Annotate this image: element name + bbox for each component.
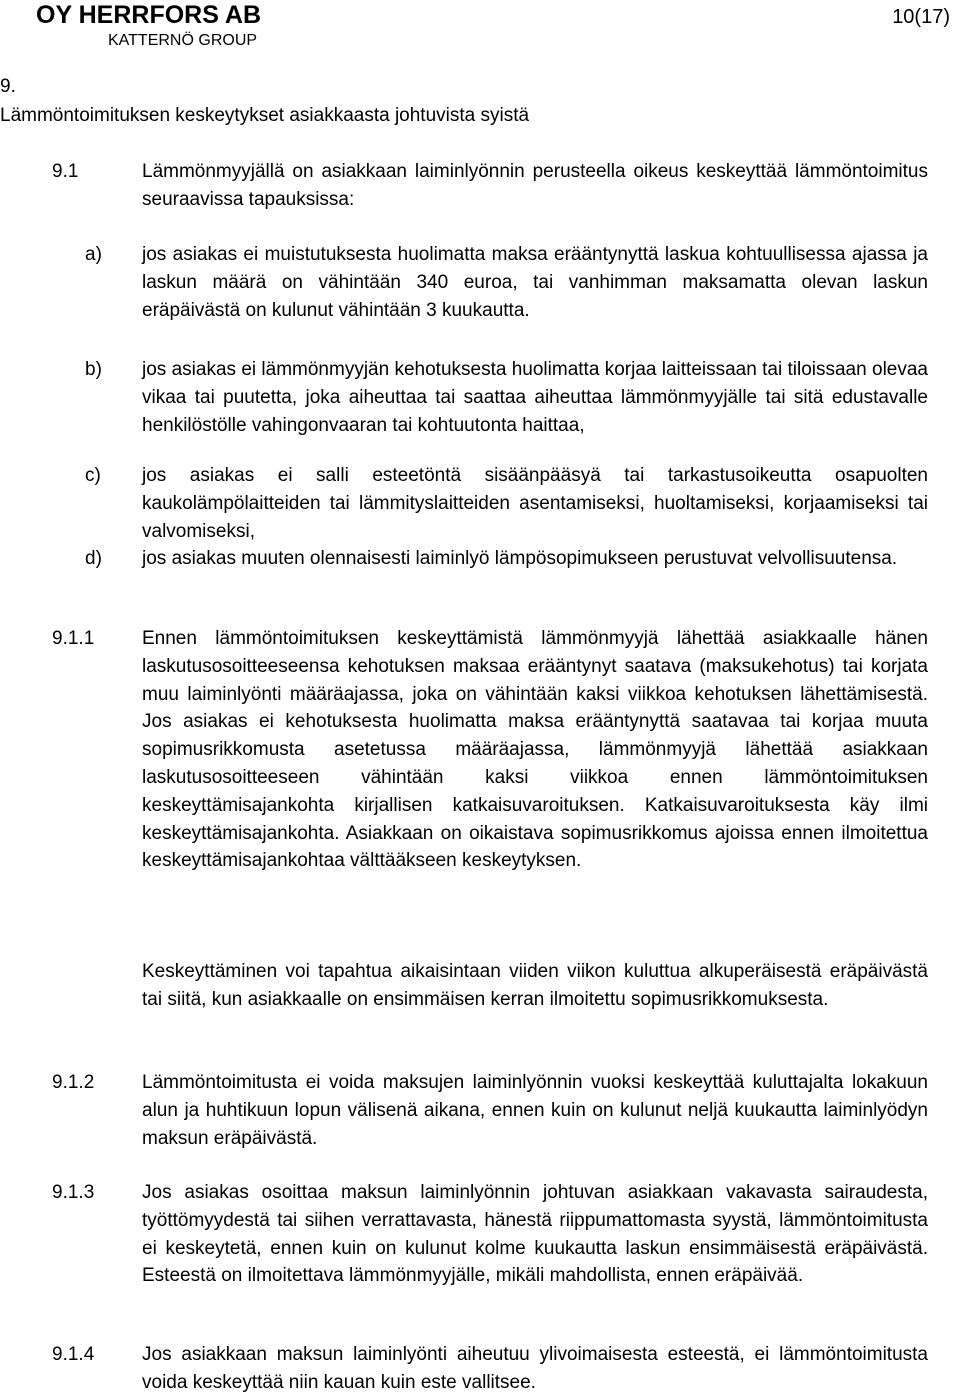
list-item-b: jos asiakas ei lämmönmyyjän kehotuksesta huolimatta korjaa laitteissaan tai tiloissaan olevaa vikaa tai puutetta, joka aiheuttaa tai saattaa aiheuttaa lämmönmyyjälle tai sitä edustavalle henkilöstölle vahingonvaaran tai kohtuutonta haittaa,: [142, 359, 928, 436]
list-label-c: c): [85, 465, 101, 486]
clause-text-9-1: Lämmönmyyjällä on asiakkaan laiminlyönnin perusteella oikeus keskeyttää lämmöntoimitus seuraavissa tapauksissa:: [142, 161, 928, 210]
page-number: 10(17): [892, 6, 950, 28]
clause-number-9-1-3: 9.1.3: [52, 1182, 95, 1203]
list-item-a: jos asiakas ei muistutuksesta huolimatta maksa erääntynyttä laskua kohtuullisessa ajassa ja laskun määrä on vähintään 340 euroa, tai vanhimman maksamatta olevan laskun eräpäivästä on kulunut vähintään 3 kuukautta.: [142, 244, 928, 321]
clause-number-9-1: 9.1: [52, 161, 79, 182]
company-group: KATTERNÖ GROUP: [108, 32, 258, 49]
clause-number-9-1-4: 9.1.4: [52, 1344, 95, 1365]
list-label-a: a): [85, 244, 102, 265]
company-name: OY HERRFORS AB: [36, 1, 262, 29]
clause-text-9-1-1-continued: Keskeyttäminen voi tapahtua aikaisintaan viiden viikon kuluttua alkuperäisestä eräpäivästä tai siitä, kun asiakkaalle on ensimmäisen kerran ilmoitettu sopimusrikkomuksesta.: [142, 961, 928, 1010]
clause-number-9-1-1: 9.1.1: [52, 628, 95, 649]
clause-number-9-1-2: 9.1.2: [52, 1072, 95, 1093]
section-title: Lämmöntoimituksen keskeytykset asiakkaasta johtuvista syistä: [0, 105, 530, 126]
clause-text-9-1-2: Lämmöntoimitusta ei voida maksujen laiminlyönnin vuoksi keskeyttää kuluttajalta lokakuun alun ja huhtikuun lopun välisenä aikana, ennen kuin on kulunut neljä kuukautta laiminlyödyn maksun eräpäivästä.: [142, 1072, 928, 1149]
list-item-d: jos asiakas muuten olennaisesti laiminlyö lämpösopimukseen perustuvat velvollisuutensa.: [142, 548, 898, 569]
list-label-b: b): [85, 359, 102, 380]
clause-text-9-1-3: Jos asiakas osoittaa maksun laiminlyönnin johtuvan asiakkaan vakavasta sairaudesta, työttömyydestä tai siihen verrattavasta, hänestä riippumattomasta syystä, lämmöntoimitusta ei keskeytetä, ennen kuin on kulunut kolme kuukautta laskun ensimmäisestä eräpäivästä. Esteestä on ilmoitettava lämmönmyyjälle, mikäli mahdollista, ennen eräpäivää.: [142, 1182, 928, 1287]
clause-text-9-1-1: Ennen lämmöntoimituksen keskeyttämistä lämmönmyyjä lähettää asiakkaalle hänen laskutusosoitteeseensa kehotuksen maksaa erääntynyt saatava (maksukehotus) tai korjata muu laiminlyönti määräajassa, joka on vähintään kaksi viikkoa kehotuksen lähettämisestä. Jos asiakas ei kehotuksesta huolimatta maksa erääntynyttä saatavaa tai korjaa muuta sopimusrikkomusta asetetussa määräajassa, lämmönmyyjä lähettää asiakkaan laskutusosoitteeseen vähintään kaksi viikkoa ennen lämmöntoimituksen keskeyttämisajankohta kirjallisen katkaisuvaroituksen. Katkaisuvaroituksesta käy ilmi keskeyttämisajankohta. Asiakkaan on oikaistava sopimusrikkomus ajoissa ennen ilmoitettua keskeyttämisajankohtaa välttääkseen keskeytyksen.: [142, 628, 928, 872]
list-item-c: jos asiakas ei salli esteetöntä sisäänpääsyä tai tarkastusoikeutta osapuolten kaukolämpölaitteiden tai lämmityslaitteiden asentamiseksi, huoltamiseksi, korjaamiseksi tai valvomiseksi,: [142, 465, 928, 542]
list-label-d: d): [85, 548, 102, 569]
section-number: 9.: [0, 76, 16, 97]
clause-text-9-1-4: Jos asiakkaan maksun laiminlyönti aiheutuu ylivoimaisesta esteestä, ei lämmöntoimitusta voida keskeyttää niin kauan kuin este vallitsee.: [142, 1344, 928, 1393]
